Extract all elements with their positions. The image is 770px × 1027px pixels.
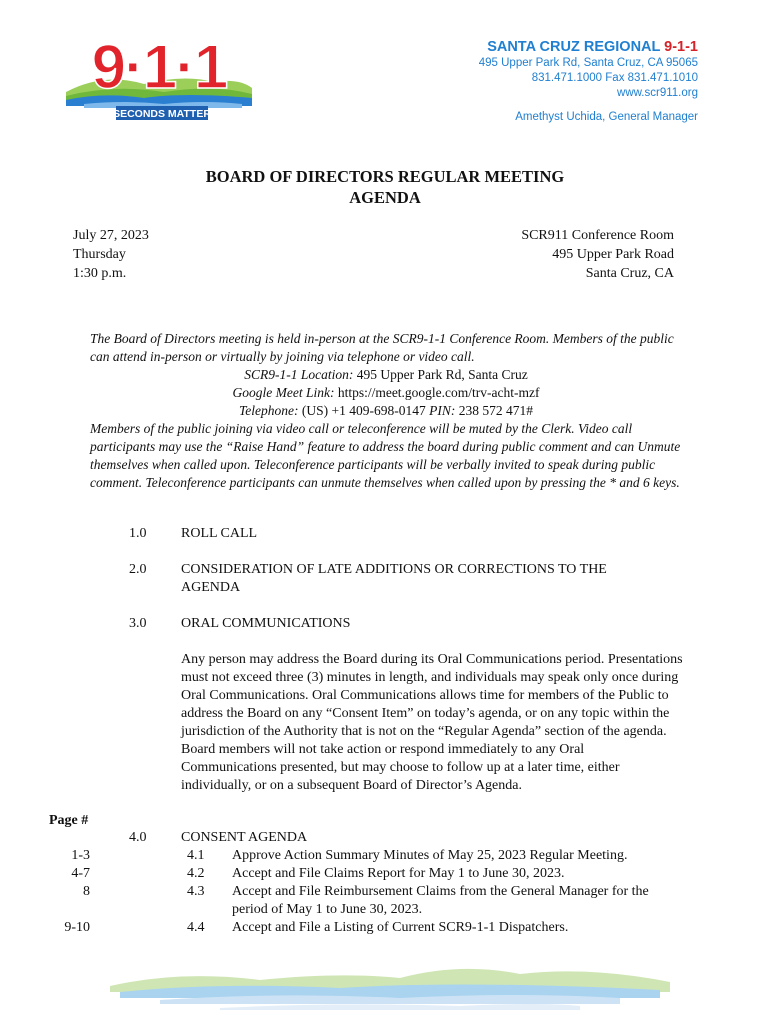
consent-item-number: 4.1 — [187, 848, 205, 863]
consent-item-text: Accept and File Reimbursement Claims from the General Manager for the period of May 1 to June 30, 2023. — [232, 884, 649, 917]
meet-link-line: Google Meet Link: https://meet.google.com/trv-acht-mzf — [232, 385, 540, 400]
logo-tagline: SECONDS MATTER — [113, 108, 211, 120]
item-title: CONSENT AGENDA — [181, 830, 308, 845]
page-ref: 4-7 — [71, 866, 90, 881]
agency-logo — [64, 22, 254, 124]
meeting-day: Thursday — [73, 247, 126, 262]
meeting-instructions — [90, 330, 682, 492]
document-title: BOARD OF DIRECTORS REGULAR MEETING AGENDA — [205, 167, 565, 207]
consent-item-text: Approve Action Summary Minutes of May 25, 2023 Regular Meeting. — [232, 848, 628, 863]
org-website: www.scr911.org — [617, 87, 698, 99]
meeting-datetime — [73, 226, 149, 283]
meet-link[interactable]: https://meet.google.com/trv-acht-mzf — [337, 385, 540, 400]
item-title: ROLL CALL — [181, 526, 258, 541]
item-title: CONSIDERATION OF LATE ADDITIONS OR CORRECTIONS TO THE AGENDA — [181, 562, 607, 595]
footer-wave-decoration — [100, 952, 680, 1022]
item-number: 3.0 — [129, 616, 147, 631]
consent-item-text: Accept and File a Listing of Current SCR9-1-1 Dispatchers. — [232, 920, 569, 935]
page-ref: 9-10 — [64, 920, 90, 935]
oral-communications-description: Any person may address the Board during its Oral Communications period. Presentations must not exceed three (3) minutes in length, and individuals may speak only once during Oral Communications. Oral Communications allows time for members of the Public to address the Board on any “Consent Item” on today’s agenda, or on any topic within the jurisdiction of the Authority that is not on the “Regular Agenda” section of the agenda. Board members will not take action or respond immediately to any Oral Communications presented, but may choose to follow up at a later time, either individually, or on a subsequent Board of Director’s Agenda. — [181, 652, 683, 793]
page-ref: 8 — [83, 884, 90, 899]
intro-paragraph: The Board of Directors meeting is held in-person at the SCR9-1-1 Conference Room. Members of the public can attend in-person or virtually by joining via telephone or video call. — [90, 331, 674, 364]
page-column-header: Page # — [49, 813, 89, 828]
item-number: 2.0 — [129, 562, 147, 577]
consent-item-number: 4.4 — [187, 920, 205, 935]
consent-item-number: 4.3 — [187, 884, 205, 899]
logo-digits: 9·1·1 — [91, 33, 227, 102]
general-manager: Amethyst Uchida, General Manager — [515, 111, 698, 123]
org-address: 495 Upper Park Rd, Santa Cruz, CA 95065 — [478, 57, 698, 69]
item-number: 4.0 — [129, 830, 147, 845]
item-title: ORAL COMMUNICATIONS — [181, 616, 351, 631]
consent-item-number: 4.2 — [187, 866, 205, 881]
meeting-location: SCR911 Conference Room 495 Upper Park Road Santa Cruz, CA — [521, 228, 674, 281]
remote-participation-paragraph: Members of the public joining via video call or teleconference will be muted by the Clerk. Video call participants may use the “Raise Hand” feature to address the board during public comment and can Unmute themselves when called upon. Teleconference participants will be verbally invited to speak during public comment. Teleconference participants can unmute themselves when called upon by pressing the * and 6 keys. — [90, 421, 681, 490]
meeting-date: July 27, 2023 — [73, 228, 149, 243]
letterhead — [479, 38, 698, 125]
organization-name: SANTA CRUZ REGIONAL 9-1-1 — [487, 39, 698, 55]
meeting-time: 1:30 p.m. — [73, 266, 127, 281]
consent-item-text: Accept and File Claims Report for May 1 to June 30, 2023. — [232, 866, 565, 881]
telephone-line: Telephone: (US) +1 409-698-0147 PIN: 238 572 471# — [239, 403, 533, 418]
page-ref: 1-3 — [71, 848, 90, 863]
item-number: 1.0 — [129, 526, 147, 541]
location-line: SCR9-1-1 Location: 495 Upper Park Rd, Santa Cruz — [244, 367, 528, 382]
org-phones: 831.471.1000 Fax 831.471.1010 — [531, 72, 698, 84]
